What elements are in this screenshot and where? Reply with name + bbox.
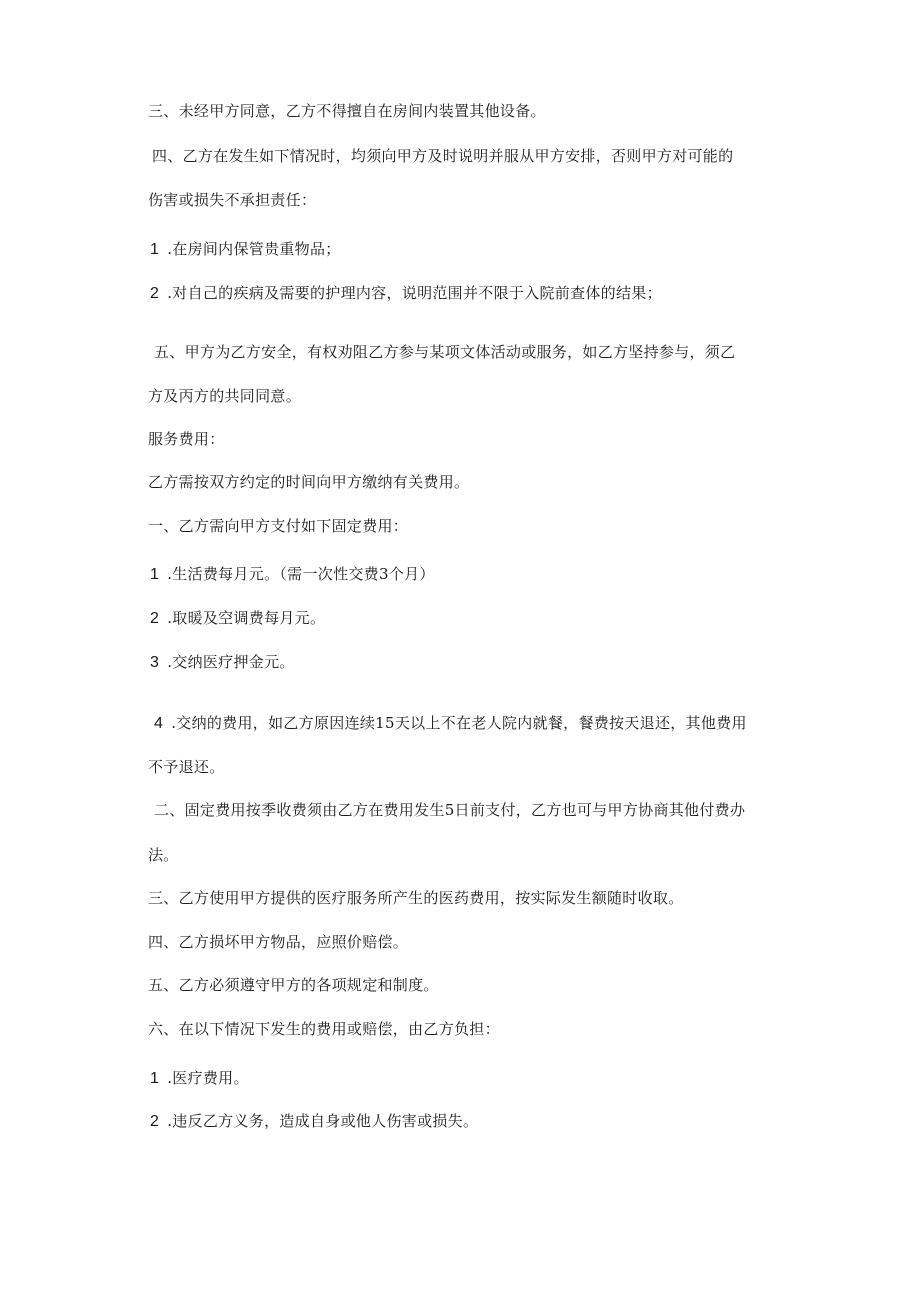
fee-clause-5: 五、乙方必须遵守甲方的各项规定和制度。 [148, 976, 439, 994]
list-text: .医疗费用。 [167, 1069, 249, 1087]
list-text: .交纳的费用，如乙方原因连续15天以上不在老人院内就餐，餐费按天退还，其他费用 [171, 714, 747, 732]
list-text: .取暖及空调费每月元。 [167, 609, 326, 627]
fee-item-1 [150, 564, 435, 585]
fee-clause-1: 一、乙方需向甲方支付如下固定费用： [148, 517, 409, 535]
list-text: .交纳医疗押金元。 [167, 653, 295, 671]
clause-5-line-2: 方及丙方的共同同意。 [148, 387, 302, 405]
list-text: .在房间内保管贵重物品； [167, 240, 341, 258]
list-text: .违反乙方义务，造成自身或他人伤害或损失。 [167, 1112, 479, 1130]
fee-item-3 [150, 652, 295, 673]
fee-clause-6-item-1 [150, 1068, 249, 1089]
clause-5-line-1: 五、甲方为乙方安全，有权劝阻乙方参与某项文体活动或服务，如乙方坚持参与，须乙 [154, 343, 736, 361]
clause-4-item-2 [150, 283, 662, 304]
clause-4-item-1 [150, 239, 341, 260]
fee-clause-4: 四、乙方损坏甲方物品，应照价赔偿。 [148, 933, 409, 951]
list-number: 2 [150, 1113, 160, 1130]
list-number: 3 [150, 654, 160, 671]
fees-intro: 乙方需按双方约定的时间向甲方缴纳有关费用。 [148, 473, 470, 491]
list-number: 2 [150, 285, 160, 302]
list-number: 1 [150, 241, 160, 258]
list-text: .生活费每月元。（需一次性交费3个月） [167, 565, 435, 583]
clause-4-line-1: 四、乙方在发生如下情况时，均须向甲方及时说明并服从甲方安排，否则甲方对可能的 [152, 147, 734, 165]
fee-clause-6-item-2 [150, 1111, 478, 1132]
list-text: .对自己的疾病及需要的护理内容，说明范围并不限于入院前查体的结果； [167, 284, 662, 302]
fee-item-2 [150, 608, 325, 629]
fee-item-4-line-1 [154, 713, 747, 734]
list-number: 4 [154, 715, 164, 732]
fee-clause-3: 三、乙方使用甲方提供的医疗服务所产生的医药费用，按实际发生额随时收取。 [148, 889, 684, 907]
clause-3: 三、未经甲方同意，乙方不得擅自在房间内装置其他设备。 [148, 102, 546, 120]
list-number: 2 [150, 610, 160, 627]
fee-clause-2-line-2: 法。 [148, 846, 179, 864]
list-number: 1 [150, 1070, 160, 1087]
fees-heading: 服务费用： [148, 430, 225, 448]
clause-4-line-2: 伤害或损失不承担责任： [148, 191, 317, 209]
fee-item-4-line-2: 不予退还。 [148, 758, 225, 776]
fee-clause-6: 六、在以下情况下发生的费用或赔偿，由乙方负担： [148, 1020, 500, 1038]
fee-clause-2-line-1: 二、固定费用按季收费须由乙方在费用发生5日前支付，乙方也可与甲方协商其他付费办 [154, 801, 746, 819]
list-number: 1 [150, 566, 160, 583]
